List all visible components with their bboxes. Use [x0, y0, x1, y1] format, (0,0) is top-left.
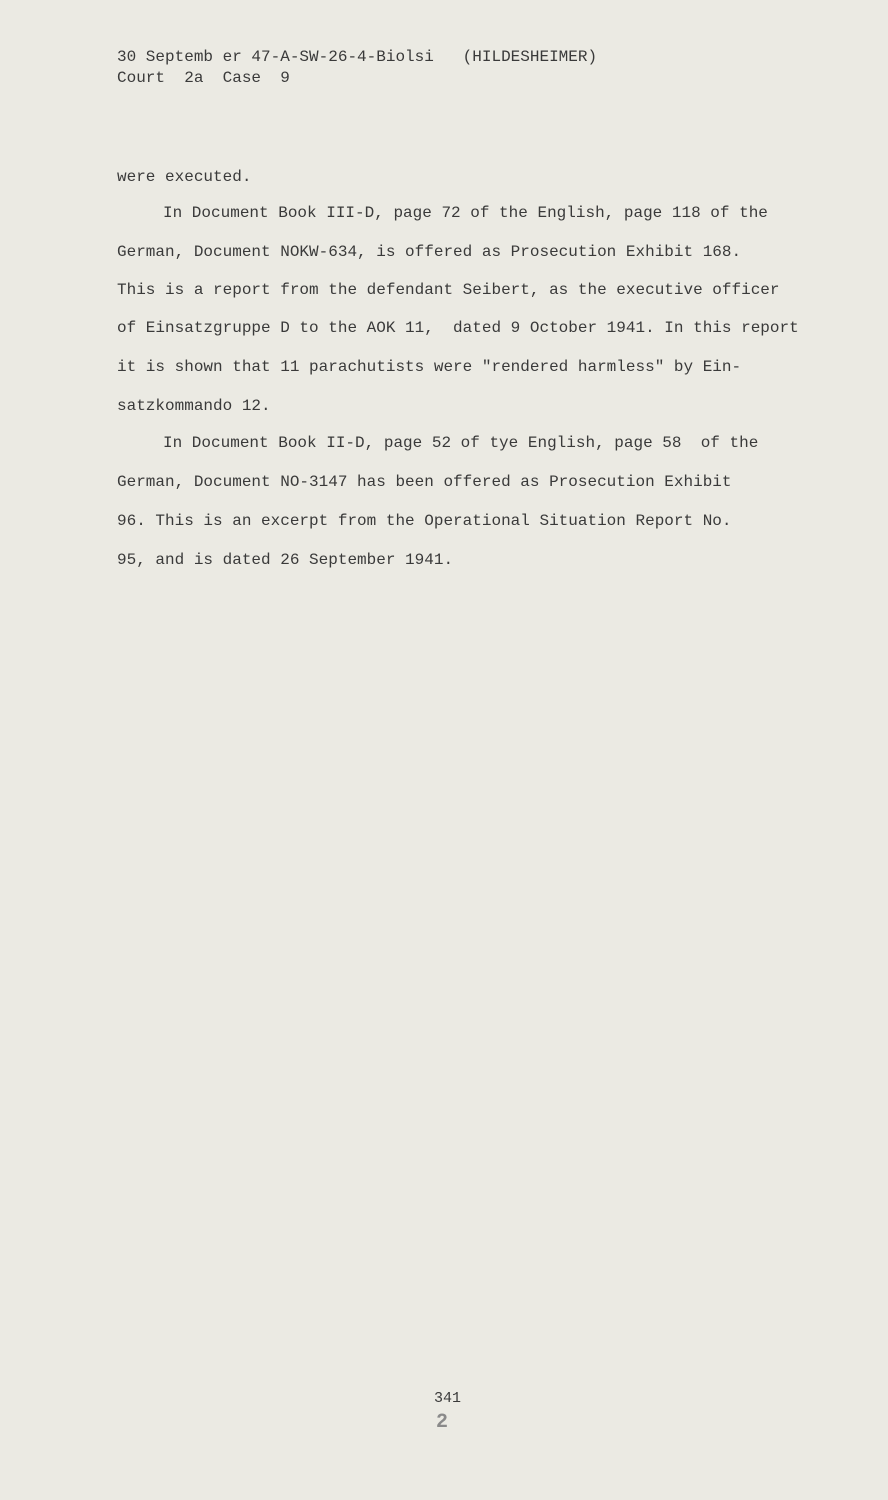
header-line-2: Court 2a Case 9: [117, 69, 290, 87]
body-line: satzkommando 12.: [117, 397, 271, 415]
body-line: were executed.: [117, 168, 252, 186]
body-line: German, Document NOKW-634, is offered as Prosecution Exhibit 168.: [117, 243, 742, 261]
body-line: In Document Book II-D, page 52 of tye English, page 58 of the: [163, 434, 759, 452]
body-line: 96. This is an excerpt from the Operational Situation Report No.: [117, 512, 732, 530]
body-line: In Document Book III-D, page 72 of the English, page 118 of the: [163, 204, 768, 222]
body-line: German, Document NO-3147 has been offered as Prosecution Exhibit: [117, 473, 732, 491]
header-line-1: 30 Septemb er 47-A-SW-26-4-Biolsi (HILDESHEIMER): [117, 48, 598, 66]
body-line: of Einsatzgruppe D to the AOK 11, dated 9 October 1941. In this report: [117, 319, 799, 337]
body-line: This is a report from the defendant Seibert, as the executive officer: [117, 281, 780, 299]
page-number: 341: [434, 1390, 462, 1407]
body-line: 95, and is dated 26 September 1941.: [117, 551, 454, 569]
body-line: it is shown that 11 parachutists were "rendered harmless" by Ein-: [117, 358, 742, 376]
handwritten-mark: 2: [436, 1411, 449, 1434]
